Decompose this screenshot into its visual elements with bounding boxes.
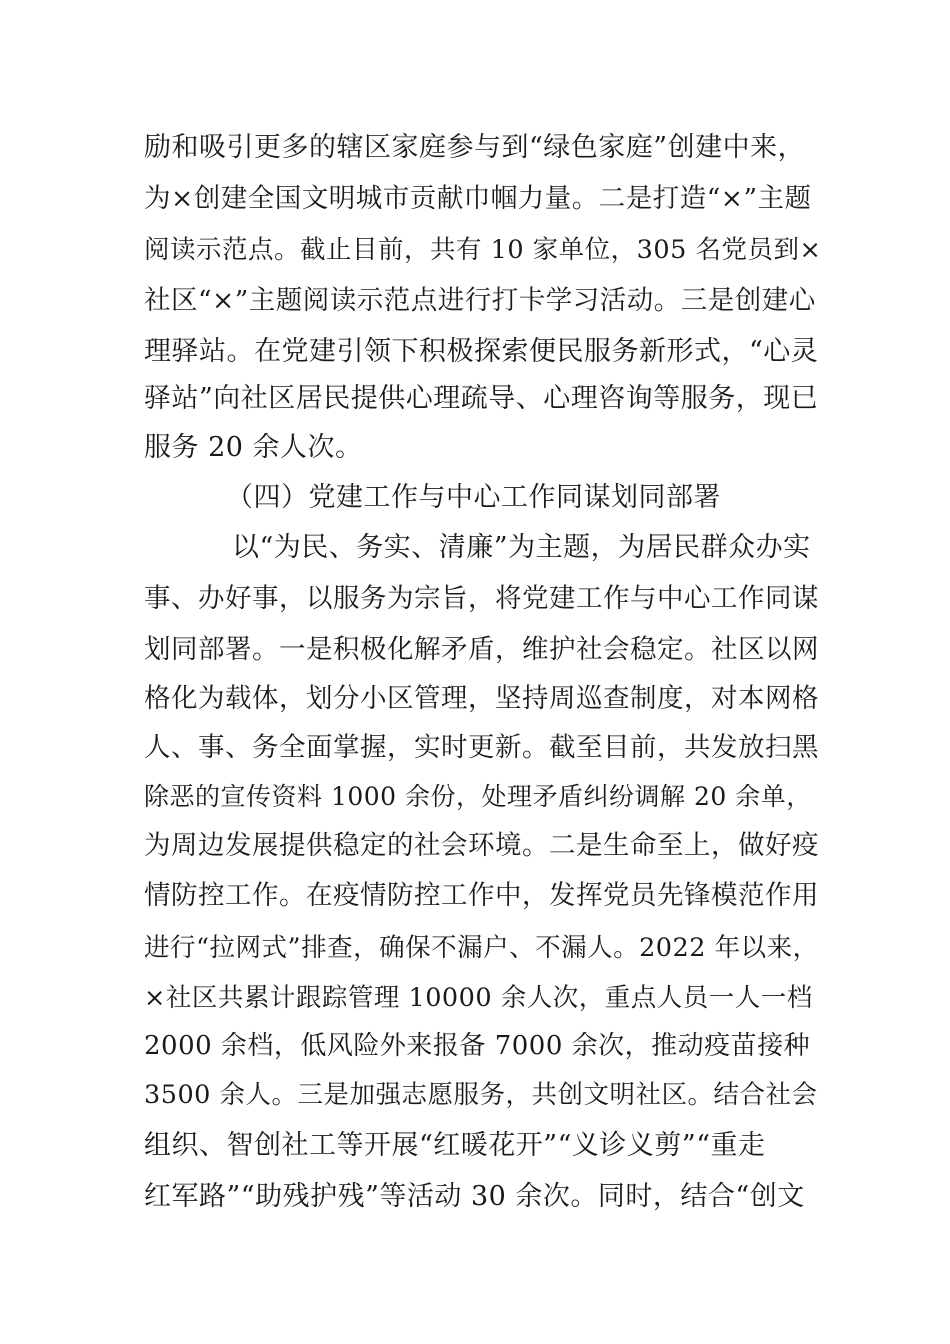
paragraph-2-line-1: 以“为民、务实、清廉”为主题，为居民群众办实	[232, 532, 811, 563]
paragraph-2-line-6: 除恶的宣传资料 1000 余份，处理矛盾纠纷调解 20 余单，	[144, 782, 812, 811]
paragraph-2-line-9: 进行“拉网式”排查，确保不漏户、不漏人。2022 年以来，	[144, 933, 819, 963]
paragraph-2-line-5: 人、事、务全面掌握，实时更新。截至目前，共发放扫黑	[144, 732, 819, 763]
paragraph-1-line-5: 理驿站。在党建引领下积极探索便民服务新形式，“心灵	[144, 336, 819, 367]
paragraph-1-line-4: 社区“×”主题阅读示范点进行打卡学习活动。三是创建心	[144, 285, 816, 316]
paragraph-2-line-4: 格化为载体，划分小区管理，坚持周巡查制度，对本网格	[144, 683, 819, 714]
paragraph-2-line-7: 为周边发展提供稳定的社会环境。二是生命至上，做好疫	[144, 830, 819, 861]
paragraph-2-line-13: 组织、智创社工等开展“红暖花开”“义诊义剪”“重走	[144, 1130, 766, 1161]
paragraph-1-line-3: 阅读示范点。截止目前，共有 10 家单位，305 名党员到×	[144, 235, 822, 265]
paragraph-2-line-12: 3500 余人。三是加强志愿服务，共创文明社区。结合社会	[144, 1080, 818, 1110]
paragraph-1-line-1: 励和吸引更多的辖区家庭参与到“绿色家庭”创建中来，	[144, 132, 806, 163]
paragraph-2-line-10: ×社区共累计跟踪管理 10000 余人次，重点人员一人一档	[144, 983, 813, 1013]
paragraph-2-line-3: 划同部署。一是积极化解矛盾，维护社会稳定。社区以网	[144, 634, 819, 665]
paragraph-1-line-7: 服务 20 余人次。	[144, 432, 363, 463]
paragraph-1-line-6: 驿站”向社区居民提供心理疏导、心理咨询等服务，现已	[144, 383, 819, 414]
paragraph-2-line-8: 情防控工作。在疫情防控工作中，发挥党员先锋模范作用	[144, 880, 819, 911]
section-heading: （四）党建工作与中心工作同谋划同部署	[226, 482, 721, 513]
paragraph-1-line-2: 为×创建全国文明城市贡献巾帼力量。二是打造“×”主题	[144, 183, 812, 214]
paragraph-2-line-11: 2000 余档，低风险外来报备 7000 余次，推动疫苗接种	[144, 1031, 811, 1061]
paragraph-2-line-2: 事、办好事，以服务为宗旨，将党建工作与中心工作同谋	[144, 583, 819, 614]
paragraph-2-line-14: 红军路”“助残护残”等活动 30 余次。同时，结合“创文	[144, 1181, 805, 1212]
